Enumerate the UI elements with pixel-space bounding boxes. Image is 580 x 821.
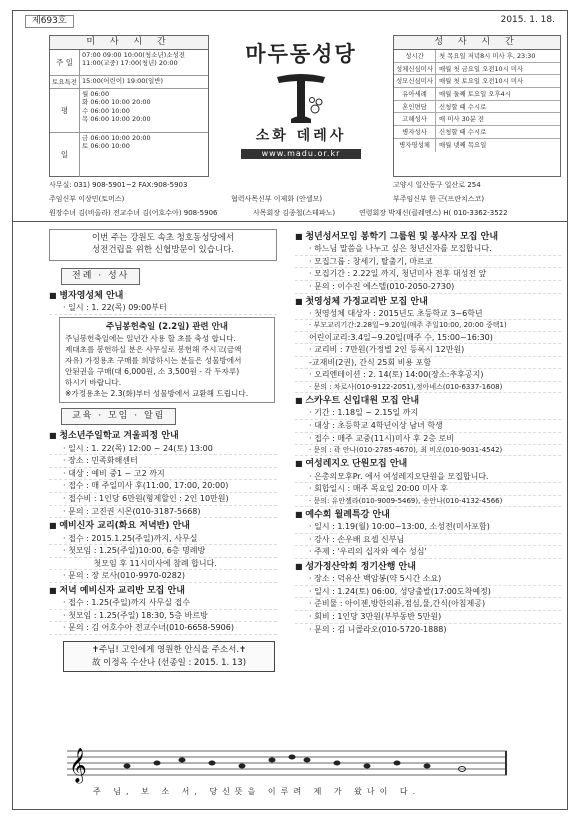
treble-clef-icon: 𝄞 bbox=[69, 748, 87, 783]
sacr-row: 성체신심미사 매월 첫 금요일 오전10시 미사 bbox=[394, 63, 560, 76]
notice-box: 이번 주는 강원도 속초 청호동성당에서 성전건립을 위한 신협방문이 있습니다. bbox=[49, 229, 277, 261]
issue-number: 제693호 bbox=[25, 15, 74, 28]
sacr-row: 고해성사 매 미사 30분 전 bbox=[394, 113, 560, 126]
vice-pastor: 부주임신부 한 근(프란치스코) bbox=[393, 195, 485, 203]
section-liturgy: 전례 · 성사 bbox=[61, 268, 140, 285]
sacr-row: 성시간 첫 목요일 저녁8시 미사 후, 23:30 bbox=[394, 50, 560, 63]
sisters: 원장수녀 김(비올라) 전교수녀 김(어호수아) 908-5906 bbox=[49, 209, 218, 217]
memorial-box: ✝주님! 고인에게 영원한 안식을 주소서.✝ 故 이정옥 수산나 (선종일 : 2015. 1. 13) bbox=[63, 641, 275, 673]
sacrament-times-title: 성 사 시 간 bbox=[394, 36, 560, 50]
bulletin-page bbox=[12, 10, 568, 810]
mass-times-box bbox=[49, 35, 209, 177]
council-president: 사목회장 김종철(스테파노) bbox=[253, 209, 336, 217]
parish-patron: 소화 데레사 bbox=[255, 128, 347, 145]
jesuit-lecture-title: ■ 예수회 월례특강 안내 bbox=[295, 510, 561, 521]
cross-emblem-icon bbox=[271, 69, 331, 125]
pastor: 주임신부 이상민(토머스) bbox=[49, 195, 125, 203]
sacr-row: 병자성사 신청할 때 수시로 bbox=[394, 126, 560, 139]
score-lyrics: 주 님, 보 소 서, 당신뜻을 이루려 제 가 왔나이 다. bbox=[93, 787, 421, 796]
mass-row-weekday1: 평 월 06:00 화 06:00 10:00 20:00 수 06:00 10:00 목 06:00 10:00 20:00 bbox=[50, 89, 208, 133]
header bbox=[13, 11, 568, 35]
mass-times-title: 미 사 시 간 bbox=[50, 36, 208, 50]
issue-date: 2015. 1. 18. bbox=[500, 15, 555, 25]
left-column: 이번 주는 강원도 속초 청호동성당에서 성전건립을 위한 신협방문이 있습니다. 전례 · 성사 ■ 병자영성체 안내 · 일시 : 1. 22(목) 09:00부터 주님봉헌축일 (2.2일) 관련 안내 주님봉헌축일에는 일년간 사용 할 초를 축성 합니다. 제대초를 봉헌하실 분은 사무실로 봉헌해 주시고(금액 자유) 가정용초 구매를 희망하시는 분들은 성물방에서 안된권을 구매(대 6,000원, 소 3,500원 - 각 두자루) 하시기 바랍니다. ※가정용초는 2.3(화)부터 성물방에서 교환해 드립니다. 교육 · 모임 · 알림 ■ 청소년주일학교 겨울피정 안내 · 일시 : 1. 22(목) 12:00 ~ 24(토) 13:00 · 장소 : 민족화해센터 · 대상 : 예비 중1 ~ 고2 까지 · 접수 : 매 주일미사 후(11:00, 17:00, 20:00) · 접수비 : 1인당 6만원(형제할인 : 2인 10만원) · 문의 : 고진권 시몬(010-3187-5668) ■ 예비신자 교리(화요 저녁반) 안내 · 접수 : 2015.1.25(주일)까지, 사무실 · 첫모임 : 1.25(주일)10:00, 6층 명례방 첫모임 후 11시미사에 참례 합니다. · 문의 : 장 로사(010-9970-0282) ■ 저녁 예비신자 교리반 모집 안내 · 접수 : 1.25(주일)까지 사무실 접수 · 첫모임 : 1.25(주일) 18:30, 5층 바르방 · 문의 : 김 어호수아 전교수녀(010-6658-5906) ✝주님! 고인에게 영원한 안식을 주소서.✝ 故 이정옥 수산나 (선종일 : 2015. 1. 13) bbox=[49, 229, 277, 672]
sacr-row: 성모신심미사 매월 첫 토요일 오전10시 미사 bbox=[394, 75, 560, 88]
hiking-club-title: ■ 성가정산악회 정기산행 안내 bbox=[295, 562, 561, 573]
sacrament-times-box bbox=[393, 35, 561, 177]
section-education: 교육 · 모임 · 알림 bbox=[61, 408, 176, 425]
sick-communion-title: ■ 병자영성체 안내 bbox=[49, 291, 277, 302]
youth-bible-title: ■ 청년성서모임 봉학기 그룹원 및 봉사자 모집 안내 bbox=[295, 232, 561, 243]
funeral-committee: 연령회장 박재신(클레멘스) H( 010-3362-3522 bbox=[359, 209, 508, 217]
first-communion-title: ■ 첫영성체 가정교리반 모집 안내 bbox=[295, 297, 561, 308]
parish-name: 마두동성당 bbox=[245, 41, 357, 66]
presentation-feast-box: 주님봉헌축일 (2.2일) 관련 안내 주님봉헌축일에는 일년간 사용 할 초를 축성 합니다. 제대초를 봉헌하실 분은 사무실로 봉헌해 주시고(금액 자유) 가정용초 구매를 희망하시는 분들은 성물방에서 안된권을 구매(대 6,000원, 소 3,500원 - 각 두자루) 하시기 바랍니다. ※가정용초는 2.3(화)부터 성물방에서 교환해 드립니다. bbox=[59, 317, 275, 403]
catechumen-title: ■ 예비신자 교리(화요 저녁반) 안내 bbox=[49, 521, 277, 532]
evening-catechumen-title: ■ 저녁 예비신자 교리반 모집 안내 bbox=[49, 586, 277, 597]
office-phone: 사무실: 031) 908-5901~2 FAX:908-5903 bbox=[49, 181, 188, 189]
youth-retreat-title: ■ 청소년주일학교 겨울피정 안내 bbox=[49, 431, 277, 442]
sacr-row: 유아세례 매월 둘째 토요일 오후4시 bbox=[394, 88, 560, 101]
mass-row-sunday: 주 일 07:00 09:00 10:00(청소년)소성전 11:00(교중) 17:00(청년) 20:00 bbox=[50, 50, 208, 76]
scout-title: ■ 스카우트 신입대원 모집 안내 bbox=[295, 396, 561, 407]
assistant-priest: 협력사목신부 이제화 (안셀모) bbox=[231, 195, 323, 203]
mass-row-saturday: 토요특전 15:00(어린이) 19:00(일반) bbox=[50, 76, 208, 89]
sacr-row: 혼인면담 신청할 때 수시로 bbox=[394, 101, 560, 114]
parish-website[interactable]: www.madu.or.kr bbox=[241, 149, 361, 159]
parish-address: 고양시 일산동구 일산로 254 bbox=[393, 181, 481, 189]
contact-line-3 bbox=[13, 209, 568, 222]
parish-masthead bbox=[213, 35, 389, 177]
sacr-row: 병자영성체 매월 넷째 목요일 bbox=[394, 139, 560, 152]
right-column: ■ 청년성서모임 봉학기 그룹원 및 봉사자 모집 안내 · 하느님 말씀을 나누고 싶은 청년신자를 모집합니다. · 모집그룹 : 창세기, 탈출기, 마르코 · 모집기간 : 2.22일 까지, 청년미사 전후 대성전 앞 · 문의 : 이수진 에스텔(010-2050-2730) ■ 첫영성체 가정교리반 모집 안내 · 첫영성체 대상자 : 2015년도 초등학교 3~6학년 · 부모교리기간:2.28일~9.20일(매주 주일10:00, 20:00 중택1) 어린이교리:3.4일~9.20일(매주 수, 15:00~16:30) · 교리비 : 7만원(가정별 2인 등록시 12만원) -교재비(2권), 간식 25회 비용 포함 · 오리엔테이션 : 2. 14(토) 14:00(장소:추후공지) · 문의 : 차로사(010-9122-2051),정아녜스(010-6337-1608) ■ 스카우트 신입대원 모집 안내 · 기간 : 1.18일 ~ 2.15일 까지 · 대상 : 초등학교 4학년이상 남녀 학생 · 접수 : 매주 교중(11시)미사 후 2층 로비 · 문의 : 곽 안나(010-2785-4670), 최 비오(010-9031-4542) ■ 여성레지오 단원모집 안내 · 은총의모후Pr. 에서 여성레지오단원을 모집합니다. · 회합일시 : 매주 목요일 20:00 미사 후 · 문의: 유안젤라(010-9009-5469), 송안나(010-4132-4566) ■ 예수회 월례특강 안내 · 일시 : 1.19(월) 10:00~13:00, 소성전(미사포함) · 강사 : 손우배 요셉 신부님 · 주제 : '우리의 십자와 예수 성심' ■ 성가정산악회 정기산행 안내 · 장소 : 덕유산 백암봉(약 5시간 소요) · 일시 : 1.24(토) 06:00, 성당출발(17:00도착예정) · 준비물 : 아이젠,방한의류,점심,물,간식(아침제공) · 회비 : 1인당 3만원(부부동반 5만원) · 문의 : 김 니콜라오(010-5720-1888) bbox=[295, 229, 561, 635]
legio-title: ■ 여성레지오 단원모집 안내 bbox=[295, 459, 561, 470]
mass-row-weekday2: 일 금 06:00 10:00 20:00 토 06:00 10:00 bbox=[50, 133, 208, 177]
